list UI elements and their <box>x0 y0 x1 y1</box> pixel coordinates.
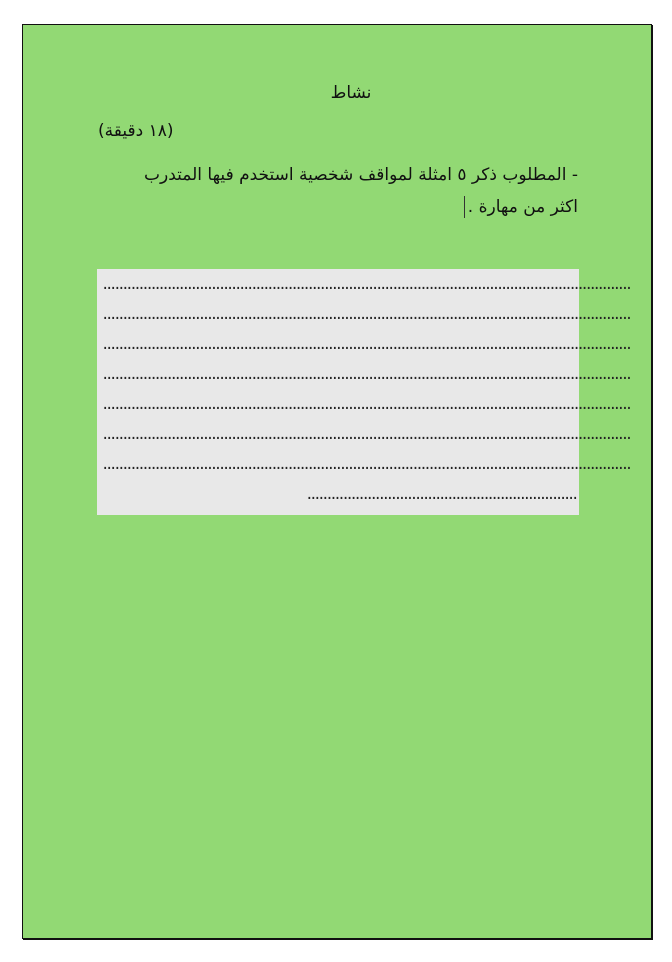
task-line-2: اكثر من مهارة . <box>467 197 578 217</box>
answer-line-3[interactable]: ................................................................................................................................... <box>101 337 629 353</box>
answer-line-2[interactable]: ................................................................................................................................... <box>101 307 629 323</box>
task-line-2-wrap <box>123 191 578 223</box>
activity-duration: (١٨ دقيقة) <box>98 121 174 141</box>
answer-line-5[interactable]: ................................................................................................................................... <box>101 397 629 413</box>
answer-line-1[interactable]: ................................................................................................................................... <box>101 277 629 293</box>
text-cursor <box>464 196 465 218</box>
activity-title: نشاط <box>330 83 372 103</box>
activity-page <box>22 24 652 939</box>
answer-line-8[interactable]: ................................................................... <box>305 487 575 503</box>
answer-line-6[interactable]: ................................................................................................................................... <box>101 427 629 443</box>
task-instructions <box>123 159 578 223</box>
task-line-1: - المطلوب ذكر ٥ امثلة لمواقف شخصية استخدم فيها المتدرب <box>144 165 578 185</box>
answer-line-4[interactable]: ................................................................................................................................... <box>101 367 629 383</box>
answer-line-7[interactable]: ................................................................................................................................... <box>101 457 629 473</box>
answer-box[interactable] <box>97 269 629 515</box>
